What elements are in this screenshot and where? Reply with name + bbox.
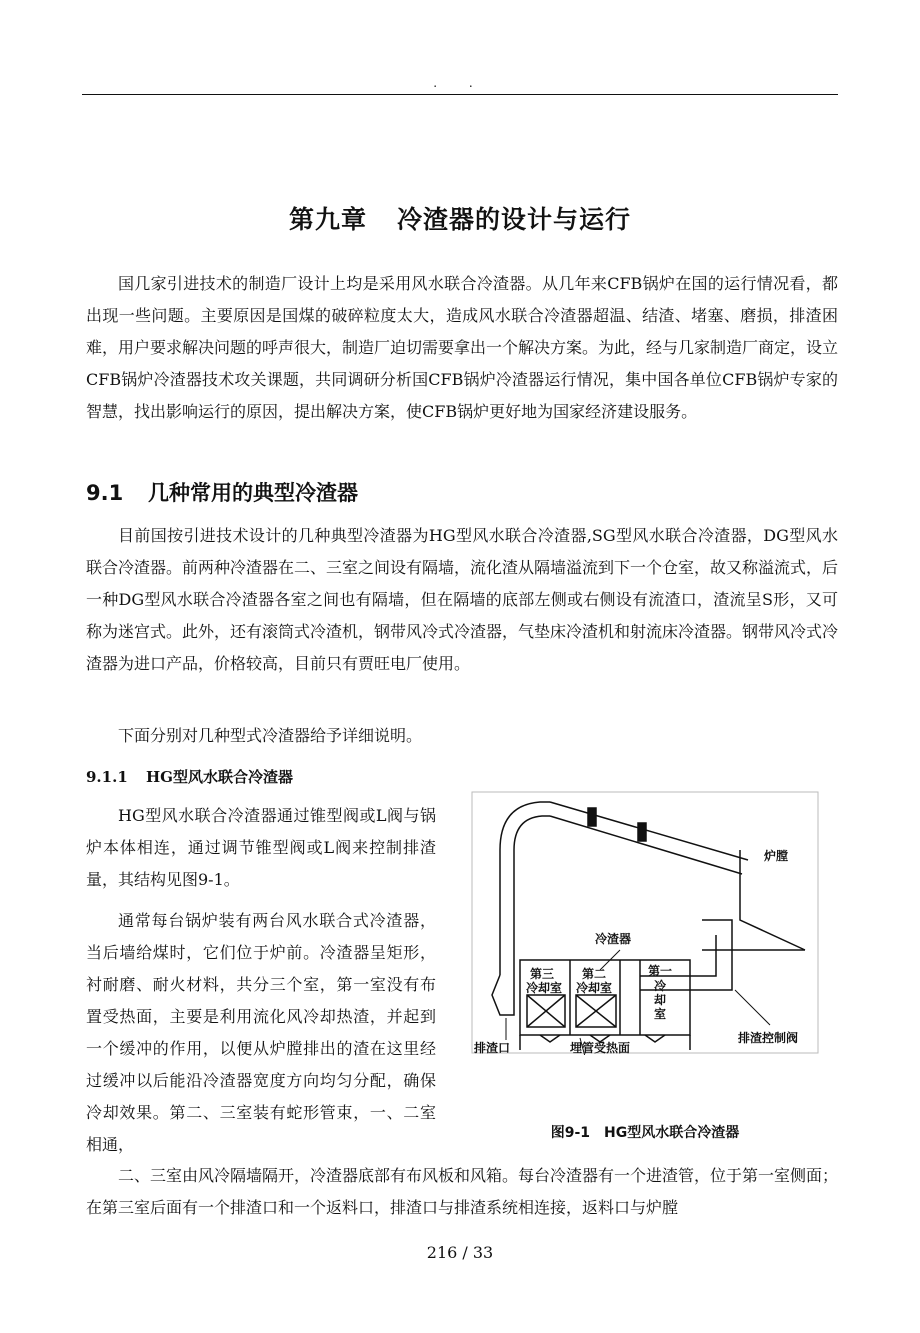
label-chamber2-b: 冷却室	[576, 981, 613, 995]
page-number: 216 / 33	[426, 1243, 494, 1262]
header-rule	[82, 94, 838, 95]
label-chamber1-d: 室	[654, 1007, 667, 1021]
section-title: 几种常用的典型冷渣器	[148, 481, 358, 505]
header-dots: . .	[433, 76, 487, 90]
elbow-inner	[514, 816, 550, 850]
label-tubes: 埋管受热面	[570, 1041, 631, 1055]
subsection-number: 9.1.1	[86, 768, 128, 786]
chapter-title	[0, 200, 920, 236]
section-paragraph-2: 下面分别对几种型式冷渣器给予详细说明。	[118, 726, 423, 745]
chapter-number: 第九章	[288, 205, 367, 234]
label-cooler: 冷渣器	[595, 932, 632, 946]
figure-caption	[470, 1122, 820, 1142]
hopper-3	[645, 1035, 665, 1042]
incline-pipe-top	[550, 802, 748, 860]
label-chamber1-c: 却	[654, 993, 667, 1007]
label-chamber1-b: 冷	[654, 979, 667, 993]
label-outlet: 排渣口	[474, 1041, 511, 1055]
flange-1	[588, 808, 596, 826]
chapter-name: 冷渣器的设计与运行	[397, 205, 632, 234]
figure-caption-text: HG型风水联合冷渣器	[604, 1125, 740, 1141]
section-heading	[86, 477, 358, 507]
label-chamber3-a: 第三	[530, 967, 555, 981]
section-paragraph-1: 目前国按引进技术设计的几种典型冷渣器为HG型风水联合冷渣器,SG型风水联合冷渣器，DG型风水联合冷渣器。前两种冷渣器在二、三室之间设有隔墙，流化渣从隔墙溢流到下一个仓室，故又称溢流式，后一种DG型风水联合冷渣器各室之间也有隔墙，但在隔墙的底部左侧或右侧设有流渣口，渣流呈S形，又可称为迷宫式。此外，还有滚筒式冷渣机，钢带风冷式冷渣器，气垫床冷渣机和射流床冷渣器。钢带风冷式冷渣器为进口产品，价格较高，目前只有贾旺电厂使用。	[86, 526, 839, 673]
flange-2	[638, 823, 646, 841]
subsection-heading	[86, 766, 293, 787]
subsection-paragraph-1: HG型风水联合冷渣器通过锥型阀或L阀与锅炉本体相连，通过调节锥型阀或L阀来控制排渣量，其结构见图9-1。	[86, 806, 436, 889]
hopper-1	[540, 1035, 560, 1042]
subsection-title: HG型风水联合冷渣器	[146, 768, 293, 786]
label-chamber3-b: 冷却室	[526, 981, 563, 995]
figure-number: 图9-1	[550, 1125, 591, 1141]
label-valve: 排渣控制阀	[738, 1031, 799, 1045]
label-chamber1-a: 第一	[648, 964, 673, 978]
outlet-funnel	[492, 975, 514, 1015]
elbow-outer	[500, 802, 550, 850]
intro-paragraph: 国几家引进技术的制造厂设计上均是采用风水联合冷渣器。从几年来CFB锅炉在国的运行情况看，都出现一些问题。主要原因是国煤的破碎粒度太大，造成风水联合冷渣器超温、结渣、堵塞、磨损，排渣困难，用户要求解决问题的呼声很大，制造厂迫切需要拿出一个解决方案。为此，经与几家制造厂商定，设立CFB锅炉冷渣器技术攻关课题，共同调研分析国CFB锅炉冷渣器运行情况，集中国各单位CFB锅炉专家的智慧，找出影响运行的原因，提出解决方案，使CFB锅炉更好地为国家经济建设服务。	[86, 274, 839, 421]
subsection-paragraph-3: 二、三室由风冷隔墙隔开，冷渣器底部有布风板和风箱。每台冷渣器有一个进渣管，位于第一室侧面；在第三室后面有一个排渣口和一个返料口，排渣口与排渣系统相连接，返料口与炉膛	[86, 1166, 839, 1217]
subsection-paragraph-2: 通常每台锅炉装有两台风水联合式冷渣器，当后墙给煤时，它们位于炉前。冷渣器呈矩形，衬耐磨、耐火材料，共分三个室，第一室没有布置受热面，主要是利用流化风冷却热渣，并起到一个缓冲的作用，以便从炉膛排出的渣在这里经过缓冲以后能沿冷渣器宽度方向均匀分配，确保冷却效果。第二、三室装有蛇形管束，一、二室相通，	[86, 911, 436, 1154]
figure-diagram	[470, 790, 820, 1055]
furnace-wall	[740, 850, 805, 950]
label-chamber2-a: 第二	[582, 967, 607, 981]
section-number: 9.1	[86, 481, 124, 505]
label-furnace: 炉膛	[764, 849, 789, 863]
